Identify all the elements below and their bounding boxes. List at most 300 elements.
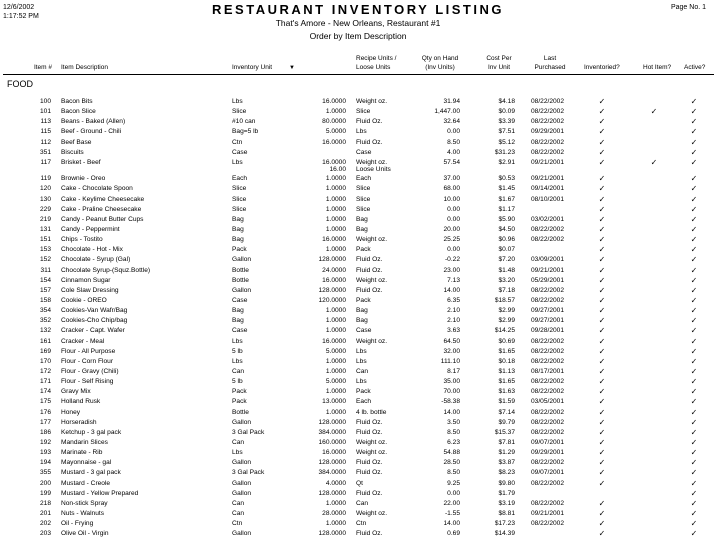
inventoried-check-icon: ✓ bbox=[598, 407, 606, 417]
cost-per-unit: $0.18 bbox=[498, 357, 515, 365]
col-recipe-units: Recipe Units / bbox=[356, 55, 397, 62]
table-row[interactable] bbox=[0, 107, 716, 117]
inventory-unit: Gallon bbox=[232, 489, 252, 497]
cost-per-unit: $7.81 bbox=[498, 439, 515, 446]
table-row[interactable] bbox=[0, 97, 716, 107]
cost-per-unit: $7.20 bbox=[498, 256, 515, 264]
cost-per-unit: $14.39 bbox=[494, 530, 515, 538]
recipe-unit: Fluid Oz. bbox=[356, 428, 383, 436]
col-qty-on-hand: Qty on Hand bbox=[421, 55, 459, 62]
units-per-inventory: 1.0000 bbox=[325, 307, 346, 315]
item-description: Chocolate - Syrup (Gal) bbox=[61, 256, 131, 264]
item-number: 172 bbox=[39, 368, 51, 376]
table-row[interactable] bbox=[0, 276, 716, 286]
table-row[interactable] bbox=[0, 225, 716, 235]
qty-on-hand: 2.10 bbox=[447, 317, 460, 325]
qty-on-hand: 8.50 bbox=[447, 469, 460, 477]
item-number: 120 bbox=[39, 185, 51, 193]
table-row[interactable] bbox=[0, 387, 716, 397]
col-cost-per: Cost Per bbox=[486, 55, 512, 62]
inventoried-check-icon: ✓ bbox=[598, 127, 606, 137]
units-per-inventory: 1.0000 bbox=[325, 205, 346, 213]
units-per-inventory: 16.0000 bbox=[322, 138, 346, 146]
active-check-icon: ✓ bbox=[690, 225, 698, 235]
qty-on-hand: 68.00 bbox=[443, 185, 460, 193]
col-item-description: Item Description bbox=[61, 64, 108, 71]
last-purchased: 08/17/2001 bbox=[531, 368, 565, 376]
item-description: Chocolate - Hot - Mix bbox=[61, 246, 123, 254]
cost-per-unit: $1.13 bbox=[498, 368, 515, 376]
item-number: 351 bbox=[39, 148, 51, 156]
item-number: 112 bbox=[40, 138, 51, 146]
active-check-icon: ✓ bbox=[690, 265, 698, 275]
last-purchased: 09/29/2001 bbox=[531, 128, 565, 136]
cost-per-unit: $15.37 bbox=[494, 428, 515, 436]
inventoried-check-icon: ✓ bbox=[598, 194, 606, 204]
last-purchased: 08/22/2002 bbox=[531, 459, 565, 467]
units-per-inventory: 24.0000 bbox=[322, 266, 346, 274]
item-number: 157 bbox=[39, 286, 51, 294]
item-description: Non-stick Spray bbox=[61, 499, 108, 507]
units-per-inventory: 16.0000 bbox=[322, 158, 346, 166]
qty-on-hand: 14.00 bbox=[443, 286, 460, 294]
table-row[interactable] bbox=[0, 174, 716, 184]
recipe-unit: Each bbox=[356, 398, 372, 406]
loose-units-label: Loose Units bbox=[356, 165, 391, 173]
table-row[interactable] bbox=[0, 306, 716, 316]
cost-per-unit: $3.20 bbox=[498, 276, 515, 284]
qty-on-hand: 9.25 bbox=[447, 479, 460, 487]
inventory-unit: 5 lb bbox=[232, 378, 243, 386]
table-row[interactable] bbox=[0, 148, 716, 158]
table-row[interactable] bbox=[0, 195, 716, 205]
table-row[interactable] bbox=[0, 205, 716, 215]
active-check-icon: ✓ bbox=[690, 137, 698, 147]
inventoried-check-icon: ✓ bbox=[598, 427, 606, 437]
active-check-icon: ✓ bbox=[690, 147, 698, 157]
units-per-inventory: 28.0000 bbox=[322, 509, 346, 517]
last-purchased: 08/22/2002 bbox=[531, 98, 565, 105]
recipe-unit: Pack bbox=[356, 297, 371, 305]
item-number: 131 bbox=[39, 226, 51, 234]
item-description: Gravy Mix bbox=[61, 388, 91, 396]
units-per-inventory: 128.0000 bbox=[318, 256, 346, 264]
qty-on-hand: 7.13 bbox=[447, 276, 460, 284]
last-purchased: 08/22/2002 bbox=[531, 520, 565, 528]
cost-per-unit: $0.69 bbox=[498, 337, 515, 345]
table-row[interactable] bbox=[0, 509, 716, 519]
inventoried-check-icon: ✓ bbox=[598, 529, 606, 539]
inventory-unit: Lbs bbox=[232, 449, 243, 457]
units-per-inventory: 16.0000 bbox=[322, 276, 346, 284]
last-purchased: 08/22/2002 bbox=[531, 148, 565, 156]
item-number: 101 bbox=[39, 108, 51, 116]
last-purchased: 08/22/2002 bbox=[531, 108, 565, 116]
inventory-unit: Bag=5 lb bbox=[232, 128, 259, 136]
item-description: Ketchup - 3 gal pack bbox=[61, 428, 122, 436]
table-row[interactable] bbox=[0, 357, 716, 367]
table-row[interactable] bbox=[0, 245, 716, 255]
recipe-unit: Slice bbox=[356, 185, 371, 193]
recipe-unit: Lbs bbox=[356, 378, 367, 386]
item-number: 171 bbox=[39, 378, 51, 386]
units-per-inventory: 5.0000 bbox=[325, 128, 346, 136]
item-number: 177 bbox=[39, 418, 51, 426]
inventoried-check-icon: ✓ bbox=[598, 255, 606, 265]
inventoried-check-icon: ✓ bbox=[598, 147, 606, 157]
item-number: 352 bbox=[39, 317, 51, 325]
inventoried-check-icon: ✓ bbox=[598, 214, 606, 224]
units-per-inventory: 1.0000 bbox=[325, 317, 346, 325]
cost-per-unit: $18.57 bbox=[494, 297, 515, 305]
active-check-icon: ✓ bbox=[690, 184, 698, 194]
table-row[interactable] bbox=[0, 468, 716, 478]
item-number: 169 bbox=[39, 347, 51, 355]
units-per-inventory: 80.0000 bbox=[322, 118, 346, 126]
table-row[interactable] bbox=[0, 519, 716, 529]
inventory-unit: Case bbox=[232, 297, 248, 305]
inventory-table bbox=[0, 97, 716, 539]
item-description: Cake - Keylime Cheesecake bbox=[61, 195, 145, 203]
inventoried-check-icon: ✓ bbox=[598, 245, 606, 255]
recipe-unit: Fluid Oz. bbox=[356, 266, 383, 274]
qty-on-hand: 14.00 bbox=[443, 408, 460, 416]
inventoried-check-icon: ✓ bbox=[598, 397, 606, 407]
active-check-icon: ✓ bbox=[690, 407, 698, 417]
table-row[interactable] bbox=[0, 367, 716, 377]
recipe-unit: Lbs bbox=[356, 128, 367, 136]
cost-per-unit: $0.07 bbox=[498, 246, 515, 254]
active-check-icon: ✓ bbox=[690, 194, 698, 204]
item-number: 117 bbox=[40, 158, 51, 166]
inventory-unit: Lbs bbox=[232, 158, 243, 166]
last-purchased: 08/22/2002 bbox=[531, 388, 565, 396]
table-row[interactable] bbox=[0, 117, 716, 127]
item-description: Cookie - OREO bbox=[61, 297, 107, 305]
report-title: RESTAURANT INVENTORY LISTING bbox=[212, 2, 504, 17]
inventory-unit: Gallon bbox=[232, 479, 252, 487]
cost-per-unit: $1.59 bbox=[498, 398, 515, 406]
table-row[interactable] bbox=[0, 286, 716, 296]
last-purchased: 09/21/2001 bbox=[531, 266, 565, 274]
table-row[interactable] bbox=[0, 428, 716, 438]
recipe-unit: 4 lb. bottle bbox=[356, 408, 387, 416]
units-per-inventory: 1.0000 bbox=[325, 408, 346, 416]
recipe-unit: Weight oz. bbox=[356, 276, 388, 284]
col-loose-units: Loose Units bbox=[356, 64, 391, 71]
table-row[interactable] bbox=[0, 529, 716, 539]
units-per-inventory: 128.0000 bbox=[318, 489, 346, 497]
qty-on-hand: 35.00 bbox=[443, 378, 460, 386]
table-row[interactable] bbox=[0, 448, 716, 458]
recipe-unit: Pack bbox=[356, 246, 371, 254]
table-row[interactable] bbox=[0, 127, 716, 137]
item-number: 192 bbox=[39, 439, 51, 446]
active-check-icon: ✓ bbox=[690, 346, 698, 356]
item-number: 186 bbox=[39, 428, 51, 436]
inventoried-check-icon: ✓ bbox=[598, 97, 606, 106]
table-row[interactable] bbox=[0, 418, 716, 428]
units-per-inventory: 1.0000 bbox=[325, 327, 346, 335]
sort-arrow-icon[interactable]: ▼ bbox=[289, 65, 295, 71]
table-row[interactable] bbox=[0, 316, 716, 326]
item-number: 154 bbox=[39, 276, 51, 284]
last-purchased: 08/22/2002 bbox=[531, 347, 565, 355]
active-check-icon: ✓ bbox=[690, 377, 698, 387]
cost-per-unit: $8.23 bbox=[498, 469, 515, 477]
units-per-inventory: 384.0000 bbox=[318, 469, 346, 477]
inventoried-check-icon: ✓ bbox=[598, 387, 606, 397]
item-number: 176 bbox=[39, 408, 51, 416]
units-per-inventory: 1.0000 bbox=[325, 246, 346, 254]
cost-per-unit: $1.67 bbox=[498, 195, 515, 203]
table-row[interactable] bbox=[0, 215, 716, 225]
inventory-unit: Can bbox=[232, 509, 245, 517]
qty-on-hand: 0.00 bbox=[447, 246, 460, 254]
item-description: Chocolate Syrup-(Squz.Bottle) bbox=[61, 266, 151, 274]
item-number: 158 bbox=[39, 297, 51, 305]
col-inventoried: Inventoried? bbox=[584, 64, 620, 71]
inventoried-check-icon: ✓ bbox=[598, 346, 606, 356]
inventoried-check-icon: ✓ bbox=[598, 157, 606, 167]
item-description: Honey bbox=[61, 408, 81, 416]
report-date: 12/6/2002 bbox=[3, 4, 35, 11]
inventoried-check-icon: ✓ bbox=[598, 225, 606, 235]
last-purchased: 09/21/2001 bbox=[531, 175, 565, 183]
inventoried-check-icon: ✓ bbox=[598, 306, 606, 316]
active-check-icon: ✓ bbox=[690, 508, 698, 518]
active-check-icon: ✓ bbox=[690, 448, 698, 458]
col-active: Active? bbox=[684, 64, 706, 71]
header-divider bbox=[3, 74, 714, 75]
item-number: 229 bbox=[39, 205, 51, 213]
recipe-unit: Can bbox=[356, 368, 369, 376]
item-description: Brownie - Oreo bbox=[61, 175, 106, 183]
inventoried-check-icon: ✓ bbox=[598, 438, 606, 447]
active-check-icon: ✓ bbox=[690, 478, 698, 488]
qty-on-hand: -0.22 bbox=[444, 256, 460, 264]
qty-on-hand: 57.54 bbox=[443, 158, 460, 166]
inventoried-check-icon: ✓ bbox=[598, 174, 606, 184]
recipe-unit: Weight oz. bbox=[356, 449, 388, 457]
units-per-inventory: 1.0000 bbox=[325, 499, 346, 507]
active-check-icon: ✓ bbox=[690, 367, 698, 377]
recipe-unit: Bag bbox=[356, 215, 368, 223]
inventory-unit: Pack bbox=[232, 398, 247, 406]
table-row[interactable] bbox=[0, 397, 716, 407]
recipe-unit: Weight oz. bbox=[356, 439, 388, 446]
item-description: Mustard - 3 gal pack bbox=[61, 469, 121, 477]
cost-per-unit: $0.96 bbox=[498, 236, 515, 244]
item-number: 113 bbox=[40, 118, 51, 126]
inventoried-check-icon: ✓ bbox=[598, 356, 606, 366]
last-purchased: 08/22/2002 bbox=[531, 286, 565, 294]
item-number: 175 bbox=[39, 398, 51, 406]
last-purchased: 08/10/2001 bbox=[531, 195, 565, 203]
recipe-unit: Weight oz. bbox=[356, 236, 388, 244]
table-row[interactable] bbox=[0, 158, 716, 175]
inventory-unit: Slice bbox=[232, 185, 247, 193]
last-purchased: 09/07/2001 bbox=[531, 439, 565, 446]
cost-per-unit: $8.81 bbox=[498, 509, 515, 517]
table-row[interactable] bbox=[0, 326, 716, 336]
item-number: 151 bbox=[39, 236, 51, 244]
table-row[interactable] bbox=[0, 184, 716, 194]
table-row[interactable] bbox=[0, 235, 716, 245]
inventoried-check-icon: ✓ bbox=[598, 107, 606, 117]
last-purchased: 08/22/2002 bbox=[531, 357, 565, 365]
item-number: 311 bbox=[40, 266, 51, 274]
inventory-unit: Bag bbox=[232, 236, 244, 244]
recipe-unit: Fluid Oz. bbox=[356, 530, 383, 538]
inventoried-check-icon: ✓ bbox=[598, 117, 606, 127]
inventory-unit: Bottle bbox=[232, 408, 249, 416]
inventory-unit: Pack bbox=[232, 388, 247, 396]
table-row[interactable] bbox=[0, 458, 716, 468]
active-check-icon: ✓ bbox=[690, 417, 698, 427]
cost-per-unit: $7.51 bbox=[498, 128, 515, 136]
inventoried-check-icon: ✓ bbox=[598, 508, 606, 518]
inventory-unit: Gallon bbox=[232, 459, 252, 467]
units-per-inventory: 16.0000 bbox=[322, 98, 346, 105]
item-number: 201 bbox=[39, 509, 51, 517]
item-description: Cracker - Meal bbox=[61, 337, 105, 345]
table-row[interactable] bbox=[0, 255, 716, 265]
table-row[interactable] bbox=[0, 296, 716, 306]
inventory-unit: Bag bbox=[232, 307, 244, 315]
units-per-inventory: 16.0000 bbox=[322, 236, 346, 244]
table-row[interactable] bbox=[0, 266, 716, 276]
item-description: Bacon Slice bbox=[61, 108, 96, 116]
item-description: Horseradish bbox=[61, 418, 97, 426]
cost-per-unit: $2.99 bbox=[498, 317, 515, 325]
last-purchased: 08/22/2002 bbox=[531, 236, 565, 244]
inventory-unit: Can bbox=[232, 499, 245, 507]
qty-on-hand: 0.69 bbox=[447, 530, 460, 538]
inventoried-check-icon: ✓ bbox=[598, 296, 606, 306]
recipe-unit: Slice bbox=[356, 205, 371, 213]
table-row[interactable] bbox=[0, 479, 716, 489]
inventory-unit: 3 Gal Pack bbox=[232, 469, 265, 477]
active-check-icon: ✓ bbox=[690, 117, 698, 127]
table-row[interactable] bbox=[0, 408, 716, 418]
units-per-inventory: 1.0000 bbox=[325, 520, 346, 528]
inventory-unit: Lbs bbox=[232, 337, 243, 345]
inventory-unit: 5 lb bbox=[232, 347, 243, 355]
last-purchased: 09/14/2001 bbox=[531, 185, 565, 193]
inventory-unit: Lbs bbox=[232, 357, 243, 365]
inventory-unit: Case bbox=[232, 148, 248, 156]
item-description: Candy - Peppermint bbox=[61, 226, 120, 234]
item-number: 219 bbox=[39, 215, 51, 223]
inventory-unit: Gallon bbox=[232, 530, 252, 538]
active-check-icon: ✓ bbox=[690, 316, 698, 326]
section-title: FOOD bbox=[7, 79, 33, 89]
item-number: 170 bbox=[39, 357, 51, 365]
active-check-icon: ✓ bbox=[690, 275, 698, 285]
table-row[interactable] bbox=[0, 489, 716, 499]
hot-item-check-icon: ✓ bbox=[650, 107, 658, 117]
item-description: Beef - Ground - Chili bbox=[61, 128, 122, 136]
last-purchased: 09/27/2001 bbox=[531, 317, 565, 325]
table-row[interactable] bbox=[0, 438, 716, 448]
recipe-unit: Can bbox=[356, 499, 369, 507]
item-number: 200 bbox=[39, 479, 51, 487]
qty-on-hand: 37.00 bbox=[443, 175, 460, 183]
active-check-icon: ✓ bbox=[690, 174, 698, 184]
cost-per-unit: $1.79 bbox=[498, 489, 515, 497]
cost-per-unit: $3.39 bbox=[498, 118, 515, 126]
recipe-unit: Ctn bbox=[356, 520, 367, 528]
table-row[interactable] bbox=[0, 377, 716, 387]
qty-on-hand: 111.10 bbox=[440, 357, 460, 365]
qty-on-hand: 70.00 bbox=[443, 388, 460, 396]
col-last: Last bbox=[543, 55, 557, 62]
units-per-inventory: 1.0000 bbox=[325, 215, 346, 223]
recipe-unit: Pack bbox=[356, 388, 371, 396]
last-purchased: 09/07/2001 bbox=[531, 469, 565, 477]
last-purchased: 08/22/2002 bbox=[531, 118, 565, 126]
table-row[interactable] bbox=[0, 138, 716, 148]
units-per-inventory: 384.0000 bbox=[318, 428, 346, 436]
hot-item-check-icon: ✓ bbox=[650, 157, 658, 167]
cost-per-unit: $4.50 bbox=[498, 226, 515, 234]
active-check-icon: ✓ bbox=[690, 438, 698, 447]
units-per-inventory: 5.0000 bbox=[325, 347, 346, 355]
inventory-unit: Ctn bbox=[232, 138, 243, 146]
table-row[interactable] bbox=[0, 337, 716, 347]
inventory-unit: Bottle bbox=[232, 276, 249, 284]
recipe-unit: Fluid Oz. bbox=[356, 469, 383, 477]
units-per-inventory: 128.0000 bbox=[318, 459, 346, 467]
last-purchased: 08/22/2002 bbox=[531, 428, 565, 436]
item-description: Flour - Self Rising bbox=[61, 378, 114, 386]
active-check-icon: ✓ bbox=[690, 397, 698, 407]
item-description: Brisket - Beef bbox=[61, 158, 101, 166]
item-description: Cinnamon Sugar bbox=[61, 276, 111, 284]
last-purchased: 08/22/2002 bbox=[531, 479, 565, 487]
active-check-icon: ✓ bbox=[690, 488, 698, 498]
qty-on-hand: 0.00 bbox=[447, 489, 460, 497]
units-per-inventory: 120.0000 bbox=[318, 297, 346, 305]
qty-on-hand: -1.55 bbox=[444, 509, 460, 517]
qty-on-hand: 31.94 bbox=[443, 98, 460, 105]
item-number: 152 bbox=[39, 256, 51, 264]
recipe-unit: Lbs bbox=[356, 357, 367, 365]
item-number: 199 bbox=[39, 489, 51, 497]
cost-per-unit: $31.23 bbox=[494, 148, 515, 156]
qty-on-hand: 20.00 bbox=[443, 226, 460, 234]
last-purchased: 05/29/2001 bbox=[531, 276, 565, 284]
table-row[interactable] bbox=[0, 347, 716, 357]
active-check-icon: ✓ bbox=[690, 458, 698, 468]
active-check-icon: ✓ bbox=[690, 214, 698, 224]
inventoried-check-icon: ✓ bbox=[598, 316, 606, 326]
table-row[interactable] bbox=[0, 499, 716, 509]
last-purchased: 03/09/2001 bbox=[531, 256, 565, 264]
units-per-inventory: 1.0000 bbox=[325, 368, 346, 376]
qty-on-hand: 23.00 bbox=[443, 266, 460, 274]
recipe-unit: Lbs bbox=[356, 347, 367, 355]
last-purchased: 09/27/2001 bbox=[531, 307, 565, 315]
inventoried-check-icon: ✓ bbox=[598, 367, 606, 377]
loose-units-qty: 16.00 bbox=[329, 165, 346, 173]
recipe-unit: Weight oz. bbox=[356, 509, 388, 517]
last-purchased: 08/22/2002 bbox=[531, 499, 565, 507]
cost-per-unit: $3.87 bbox=[498, 459, 515, 467]
active-check-icon: ✓ bbox=[690, 97, 698, 106]
inventoried-check-icon: ✓ bbox=[598, 478, 606, 488]
